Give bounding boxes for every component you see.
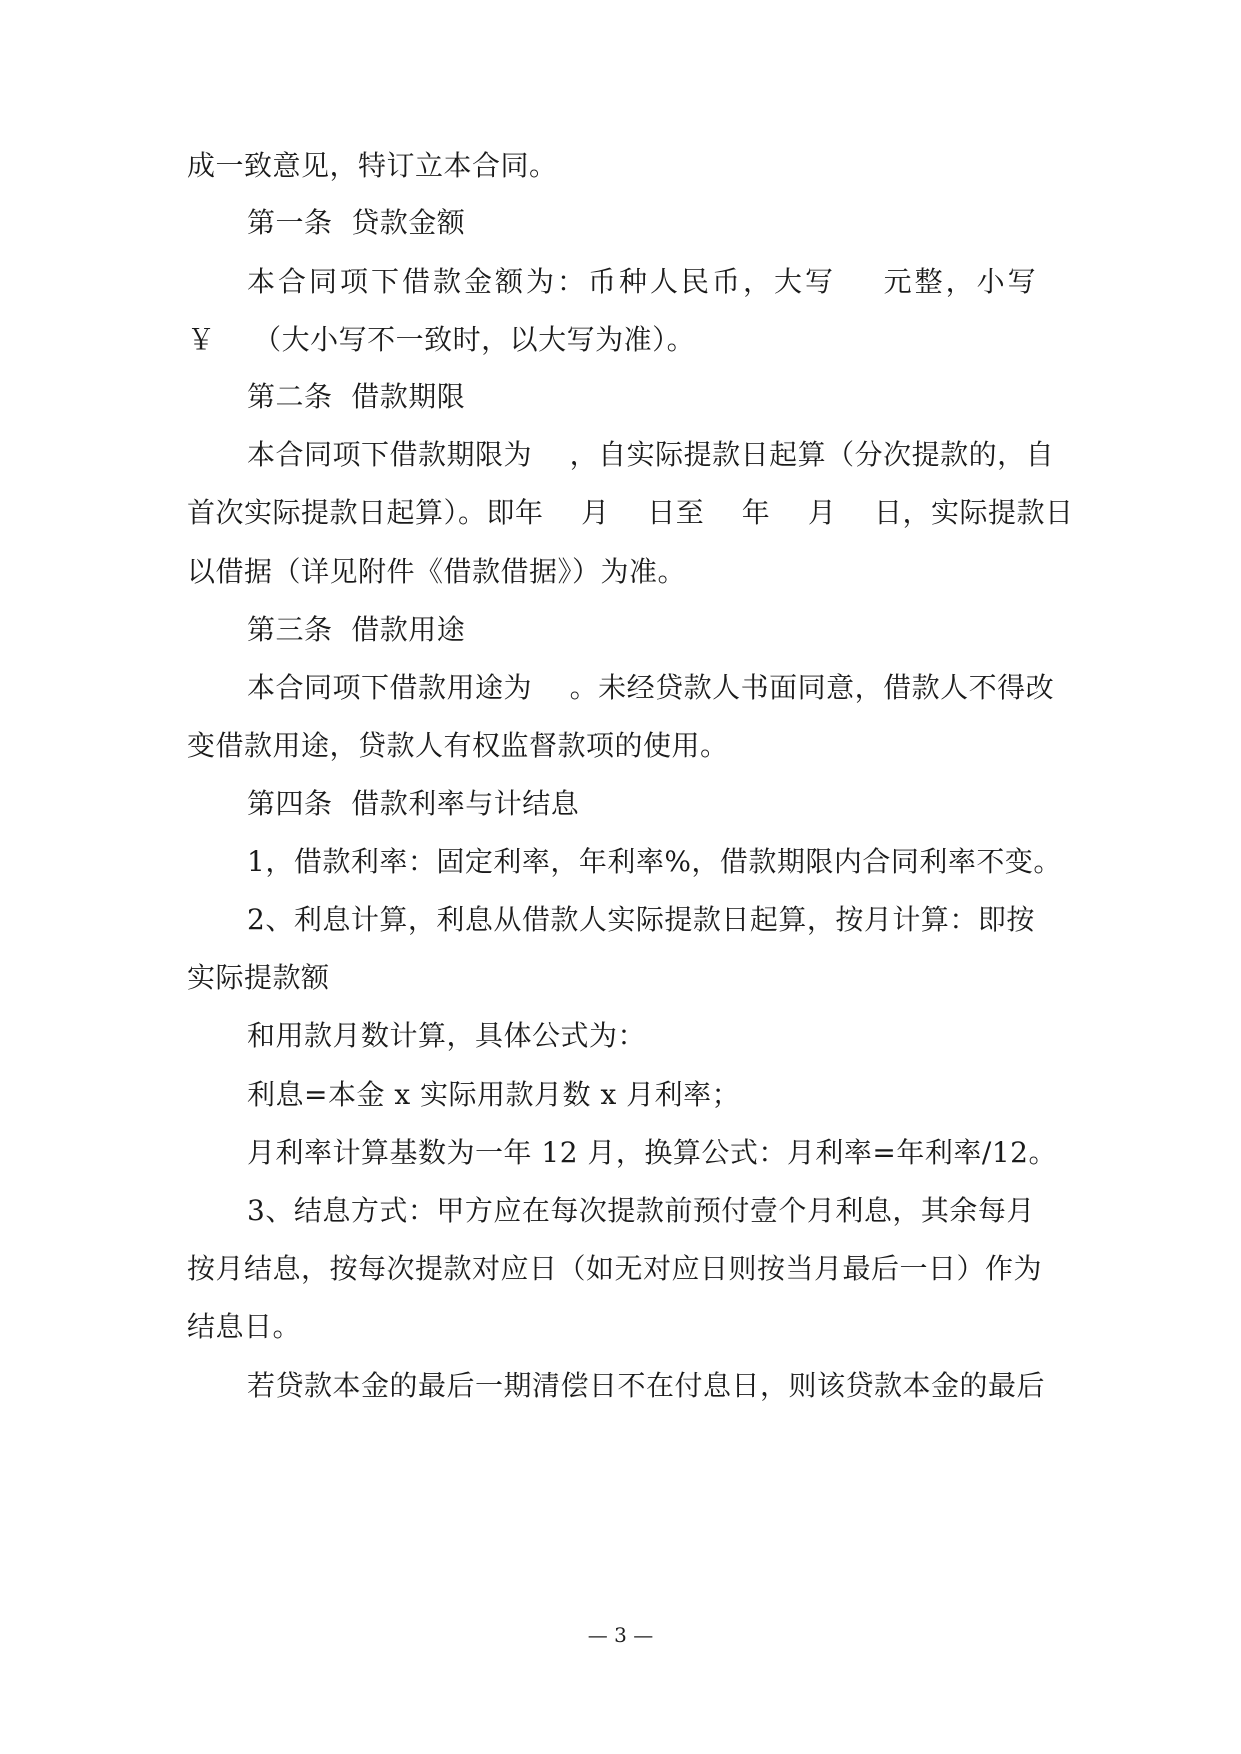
page-number: — 3 — <box>587 1623 654 1647</box>
paragraph-line: 以借据（详见附件《借款借据》）为准。 <box>187 555 687 588</box>
paragraph-line: 实际提款额 <box>187 961 330 994</box>
paragraph-line: 成一致意见，特订立本合同。 <box>187 149 558 182</box>
paragraph-line: 若贷款本金的最后一期清偿日不在付息日，则该贷款本金的最后 <box>247 1369 1046 1402</box>
article-heading: 第一条 贷款金额 <box>247 206 466 239</box>
paragraph-line: 本合同项下借款用途为 。未经贷款人书面同意，借款人不得改 <box>247 671 1055 704</box>
article-heading: 第三条 借款用途 <box>247 613 466 646</box>
paragraph-line: 和用款月数计算，具体公式为： <box>247 1019 647 1052</box>
article-heading: 第四条 借款利率与计结息 <box>247 787 580 820</box>
formula-line: 月利率计算基数为一年 12 月，换算公式：月利率=年利率/12。 <box>247 1136 1057 1169</box>
paragraph-line: 本合同项下借款期限为 ，自实际提款日起算（分次提款的，自 <box>247 438 1055 471</box>
paragraph-line: ￥ （大小写不一致时，以大写为准）。 <box>187 323 696 356</box>
paragraph-line: 变借款用途，贷款人有权监督款项的使用。 <box>187 729 729 762</box>
paragraph-line: 2、利息计算，利息从借款人实际提款日起算，按月计算：即按 <box>247 903 1035 936</box>
formula-line: 利息=本金 x 实际用款月数 x 月利率； <box>247 1078 741 1111</box>
paragraph-line: 本合同项下借款金额为：币种人民币，大写 元整，小写 <box>247 265 1039 298</box>
paragraph-line: 3、结息方式：甲方应在每次提款前预付壹个月利息，其余每月 <box>247 1194 1035 1227</box>
article-heading: 第二条 借款期限 <box>247 380 466 413</box>
paragraph-line: 按月结息，按每次提款对应日（如无对应日则按当月最后一日）作为 <box>187 1252 1043 1285</box>
paragraph-line: 结息日。 <box>187 1310 302 1343</box>
paragraph-line: 1，借款利率：固定利率，年利率%，借款期限内合同利率不变。 <box>247 845 1062 878</box>
paragraph-line: 首次实际提款日起算）。即年 月 日至 年 月 日，实际提款日 <box>187 496 1074 529</box>
